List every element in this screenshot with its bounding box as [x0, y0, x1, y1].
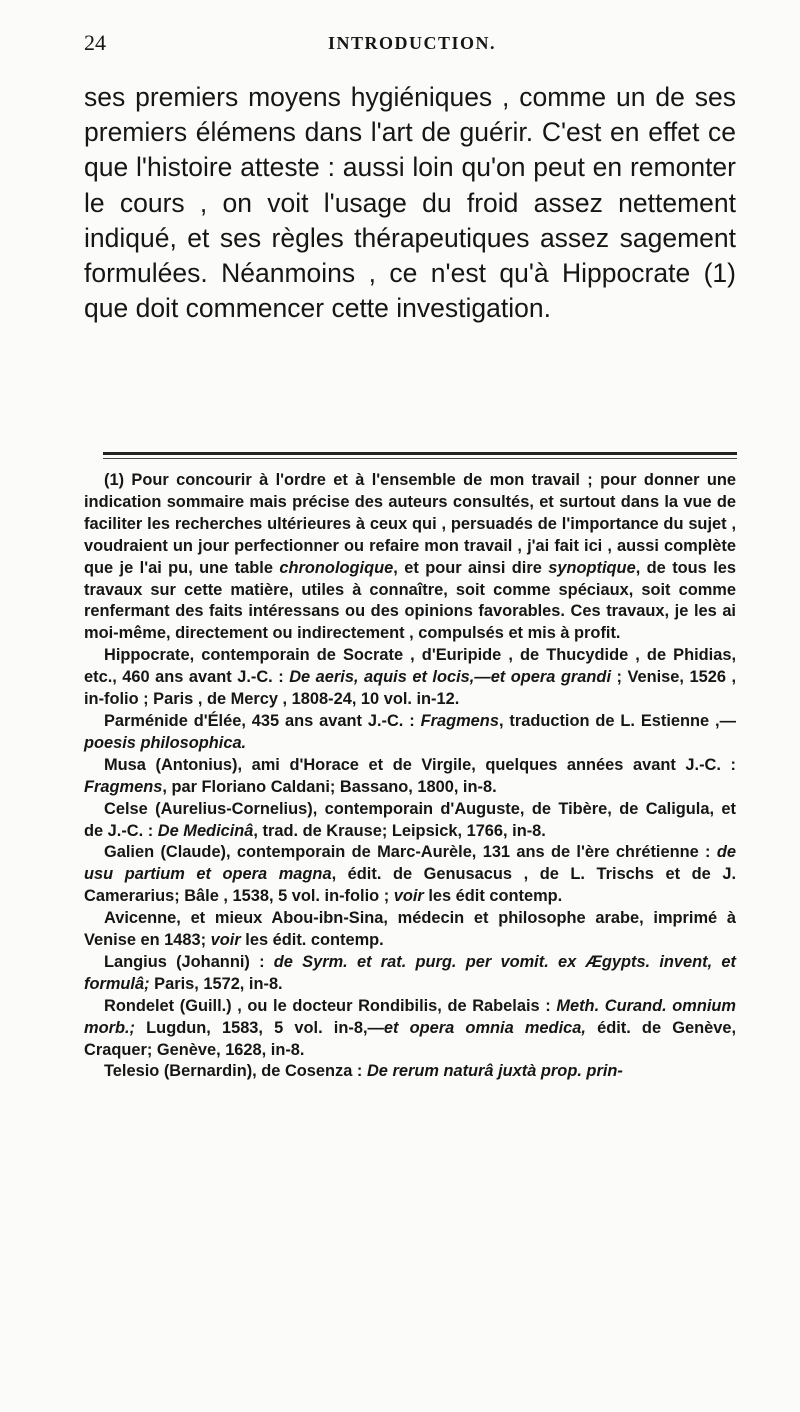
entry-rondelet: Rondelet (Guill.) , ou le docteur Rondibilis, de Rabelais : Meth. Curand. omnium morb.; Lugdun, 1583, 5 vol. in-8,—et opera omnia medica, édit. de Genève, Craquer; Genève, 1628, in-8. [84, 996, 737, 1059]
entry-hippocrate: Hippocrate, contemporain de Socrate , d'Euripide , de Thucydide , de Phidias, etc., 460 ans avant J.-C. : De aeris, aquis et locis,—et opera grandi ; Venise, 1526 , in-folio ; Paris , de Mercy , 1808-24, 10 vol. in-12. [84, 646, 736, 709]
entry-parmenide: Parménide d'Élée, 435 ans avant J.-C. : Fragmens, traduction de L. Estienne ,—poesis philosophica. [84, 711, 736, 752]
body-paragraph: ses premiers moyens hygiéniques , comme un de ses premiers élémens dans l'art de guérir. C'est en effet ce que l'histoire atteste : aussi loin qu'on peut en remonter le cours , on voit l'usage du froid assez nettement indiqué, et ses règles thérapeutiques assez sagement formulées. Néanmoins , ce n'est qu'à Hippocrate (1) que doit commencer cette investigation. [84, 82, 736, 324]
footnote-separator-thin [103, 458, 737, 459]
running-title: INTRODUCTION. [328, 33, 497, 53]
entry-telesio: Telesio (Bernardin), de Cosenza : De rerum naturâ juxtà prop. prin- [104, 1062, 623, 1081]
entry-langius: Langius (Johanni) : de Syrm. et rat. purg. per vomit. ex Ægypts. invent, et formulâ; Paris, 1572, in-8. [84, 952, 736, 993]
footnote-1: (1) Pour concourir à l'ordre et à l'ensemble de mon travail ; pour donner une indication sommaire mais précise des auteurs consultés, et surtout dans la vue de faciliter les recherches ultérieures à ceux qui , persuadés de l'importance du sujet , voudraient un jour perfectionner ou refaire mon travail , j'ai fait ici , aussi complète que je l'ai pu, une table chronologique, et pour ainsi dire synoptique, de tous les travaux sur cette matière, utiles à connaître, soit comme spéciaux, soit comme renfermant des faits intéressans ou des opinions favorables. Ces travaux, je les ai moi-même, directement ou indirectement , compulsés et mis à profit. [84, 471, 736, 643]
entry-celse: Celse (Aurelius-Cornelius), contemporain d'Auguste, de Tibère, de Caligula, et de J.-C. : De Medicinâ, trad. de Krause; Leipsick, 1766, in-8. [84, 799, 736, 840]
entry-galien: Galien (Claude), contemporain de Marc-Aurèle, 131 ans de l'ère chrétienne : de usu partium et opera magna, édit. de Genusacus , de L. Trischs et de J. Camerarius; Bâle , 1538, 5 vol. in-folio ; voir les édit contemp. [84, 843, 737, 906]
entry-avicenne: Avicenne, et mieux Abou-ibn-Sina, médecin et philosophe arabe, imprimé à Venise en 1483; voir les édit. contemp. [84, 909, 737, 950]
entry-musa: Musa (Antonius), ami d'Horace et de Virgile, quelques années avant J.-C. : Fragmens, par Floriano Caldani; Bassano, 1800, in-8. [84, 755, 736, 796]
footnotes [84, 470, 736, 1083]
body-text [84, 80, 736, 326]
page-number: 24 [84, 30, 106, 55]
page-header [84, 30, 724, 60]
footnote-separator-thick [103, 452, 737, 455]
